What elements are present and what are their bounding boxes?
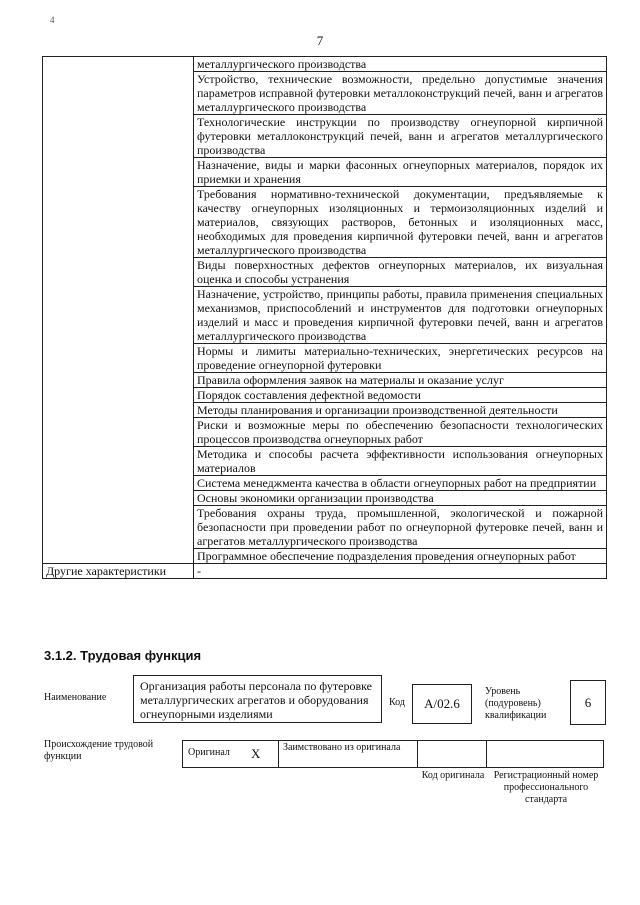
left-cell [43, 158, 194, 187]
table-row [43, 388, 607, 403]
table-row [43, 287, 607, 344]
left-cell [43, 287, 194, 344]
origin-label: Происхождение трудовой функции [44, 739, 154, 762]
knowledge-cell: Методы планирования и организации производственной деятельности [194, 403, 607, 418]
table-row [43, 549, 607, 564]
original-cell [182, 740, 279, 768]
table-row [43, 57, 607, 72]
reg-number-caption: Регистрационный номер профессионального стандарта [493, 770, 599, 805]
other-characteristics-label: Другие характеристики [43, 564, 194, 579]
left-cell [43, 187, 194, 258]
section-title: 3.1.2. Трудовая функция [44, 648, 202, 663]
left-cell [43, 373, 194, 388]
left-cell [43, 549, 194, 564]
left-cell [43, 418, 194, 447]
left-cell [43, 115, 194, 158]
qualification-level-value: 6 [570, 680, 606, 725]
knowledge-cell: Программное обеспечение подразделения проведения огнеупорных работ [194, 549, 607, 564]
table-row [43, 476, 607, 491]
table-row [43, 447, 607, 476]
knowledge-cell: металлургического производства [194, 57, 607, 72]
table-row [43, 506, 607, 549]
knowledge-cell: Требования нормативно-технической документации, предъявляемые к качеству огнеупорных изоляционных и термоизоляционных изделий и материалов, связующих растворов, бетонных и изоляционных масс, необходимых для проведения кирпичной футеровки печей, ванн и агрегатов металлургического производства [194, 187, 607, 258]
code-value: А/02.6 [412, 684, 472, 724]
table-row [43, 403, 607, 418]
borrowed-label: Заимствовано из оригинала [283, 742, 401, 753]
table-row [43, 373, 607, 388]
table-row [43, 491, 607, 506]
origin-row [182, 740, 604, 768]
table-row [43, 344, 607, 373]
qualification-level-label: Уровень (подуровень) квалификации [485, 686, 547, 721]
left-cell [43, 506, 194, 549]
left-cell [43, 403, 194, 418]
code-original-cell [417, 740, 487, 768]
table-row [43, 187, 607, 258]
knowledge-table [42, 56, 607, 579]
knowledge-cell: Риски и возможные меры по обеспечению безопасности технологических процессов производства огнеупорных работ [194, 418, 607, 447]
table-row [43, 158, 607, 187]
knowledge-cell: Система менеджмента качества в области огнеупорных работ на предприятии [194, 476, 607, 491]
knowledge-cell: Нормы и лимиты материально-технических, энергетических ресурсов на проведение огнеупорной футеровки [194, 344, 607, 373]
left-cell [43, 344, 194, 373]
knowledge-cell: Требования охраны труда, промышленной, экологической и пожарной безопасности при проведении работ по огнеупорной футеровке печей, ванн и агрегатов металлургического производства [194, 506, 607, 549]
left-cell [43, 447, 194, 476]
page-number: 7 [316, 33, 324, 48]
reg-number-cell [486, 740, 604, 768]
left-cell [43, 57, 194, 72]
table-row-other [43, 564, 607, 579]
function-name-box: Организация работы персонала по футеровке металлургических агрегатов и оборудования огнеупорными изделиями [133, 675, 382, 723]
left-cell [43, 72, 194, 115]
code-label: Код [389, 697, 405, 708]
other-characteristics-value: - [194, 564, 607, 579]
code-original-caption: Код оригинала [421, 770, 485, 781]
knowledge-cell: Методика и способы расчета эффективности использования огнеупорных материалов [194, 447, 607, 476]
borrowed-cell [278, 740, 418, 768]
left-cell [43, 388, 194, 403]
original-label: Оригинал [188, 747, 230, 758]
knowledge-cell: Назначение, виды и марки фасонных огнеупорных материалов, порядок их приемки и хранения [194, 158, 607, 187]
name-label: Наименование [44, 692, 107, 703]
knowledge-cell: Устройство, технические возможности, предельно допустимые значения параметров исправной футеровки металлоконструкций печей, ванн и агрегатов металлургического производства [194, 72, 607, 115]
left-cell [43, 476, 194, 491]
knowledge-cell: Технологические инструкции по производству огнеупорной кирпичной футеровки металлоконструкций печей, ванн и агрегатов металлургического производства [194, 115, 607, 158]
left-cell [43, 491, 194, 506]
knowledge-cell: Правила оформления заявок на материалы и оказание услуг [194, 373, 607, 388]
table-row [43, 115, 607, 158]
original-mark: X [251, 746, 261, 761]
knowledge-cell: Назначение, устройство, принципы работы, правила применения специальных механизмов, приспособлений и инструментов для подготовки огнеупорных изделий и масс и проведения кирпичной футеровки печей, ванн и агрегатов металлургического производства [194, 287, 607, 344]
corner-mark: 4 [50, 15, 55, 25]
table-row [43, 258, 607, 287]
left-cell [43, 258, 194, 287]
knowledge-cell: Порядок составления дефектной ведомости [194, 388, 607, 403]
knowledge-cell: Основы экономики организации производства [194, 491, 607, 506]
table-row [43, 418, 607, 447]
table-row [43, 72, 607, 115]
knowledge-cell: Виды поверхностных дефектов огнеупорных материалов, их визуальная оценка и способы устранения [194, 258, 607, 287]
